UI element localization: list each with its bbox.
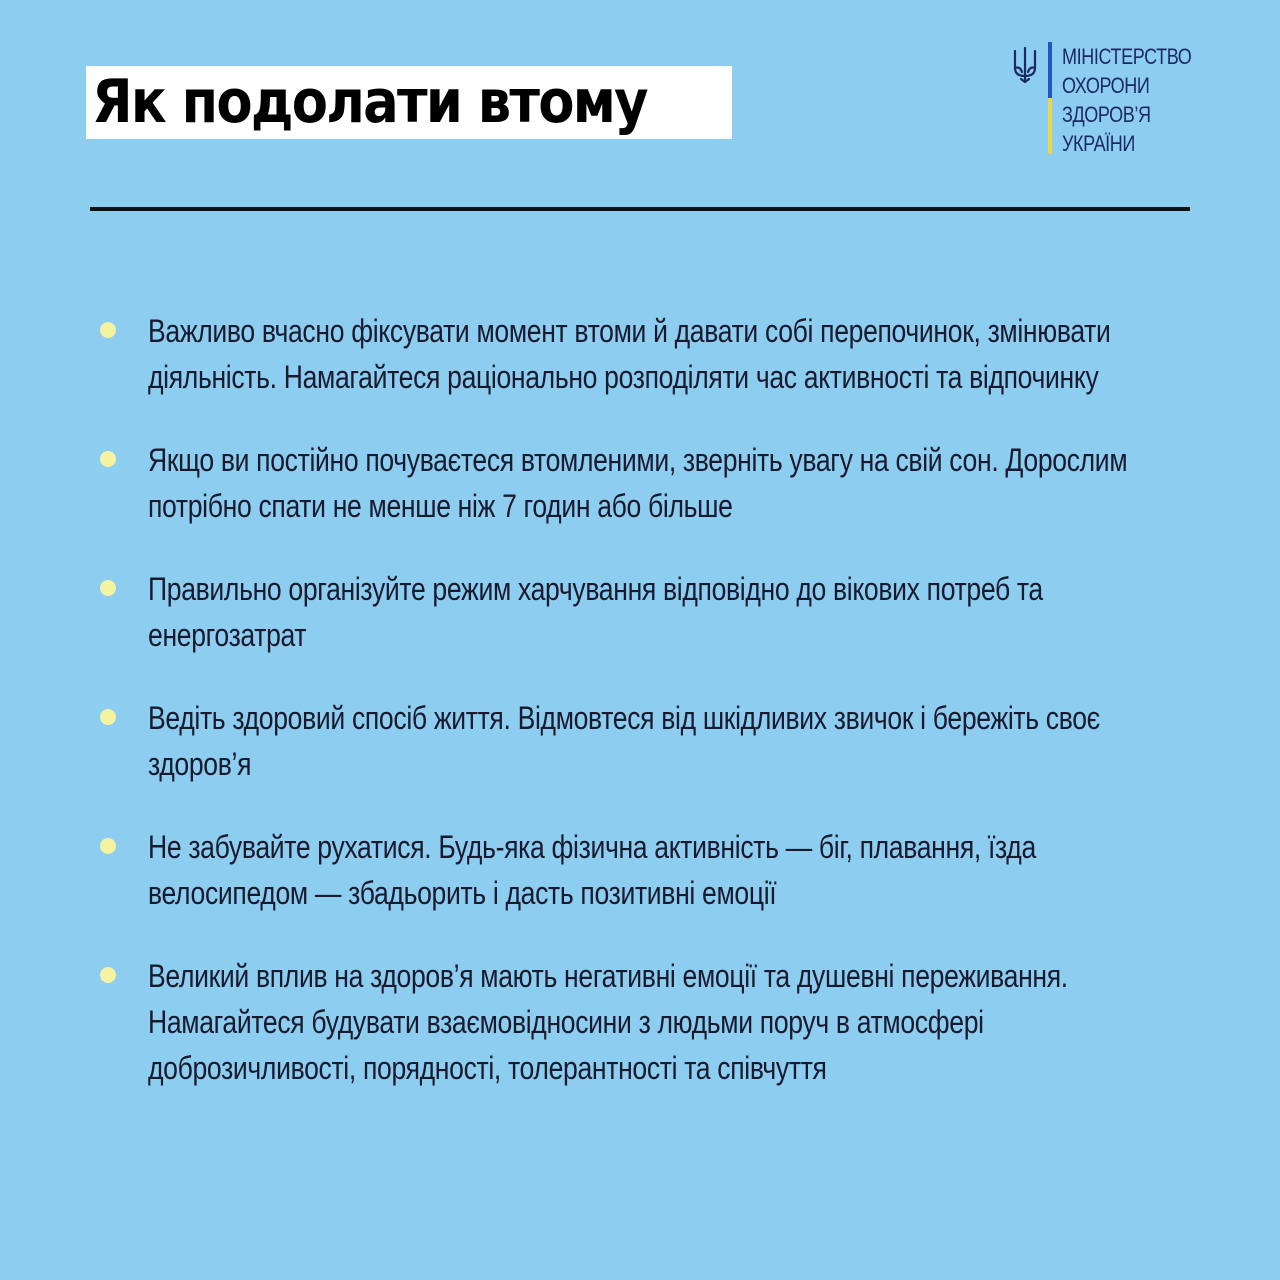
page-title: Як подолати втому bbox=[92, 67, 647, 137]
tip-text: Великий вплив на здоров’я мають негативні емоції та душевні переживання. Намагайтеся будувати взаємовідносини з людьми поруч в атмосфері доброзичливості, порядності, толерантності та співчуття bbox=[148, 958, 1068, 1086]
ministry-name bbox=[1062, 42, 1191, 158]
bullet-icon bbox=[100, 451, 116, 467]
bullet-icon bbox=[100, 967, 116, 983]
ministry-name-line: ЗДОРОВ’Я bbox=[1062, 102, 1151, 127]
ministry-name-line: ОХОРОНИ bbox=[1062, 73, 1150, 98]
logo-flag-bar bbox=[1048, 42, 1052, 154]
trident-icon bbox=[1012, 46, 1038, 84]
ministry-name-line: УКРАЇНИ bbox=[1062, 131, 1135, 156]
tip-text: Не забувайте рухатися. Будь-яка фізична активність — біг, плавання, їзда велосипедом — збадьорить і дасть позитивні емоції bbox=[148, 829, 1036, 911]
list-item bbox=[100, 824, 1220, 916]
list-item bbox=[100, 953, 1220, 1091]
bullet-icon bbox=[100, 322, 116, 338]
tip-text: Правильно організуйте режим харчування відповідно до вікових потреб та енергозатрат bbox=[148, 571, 1043, 653]
tip-text: Ведіть здоровий спосіб життя. Відмовтеся від шкідливих звичок і бережіть своє здоров’я bbox=[148, 700, 1100, 782]
ministry-name-line: МІНІСТЕРСТВО bbox=[1062, 44, 1192, 69]
tip-text: Якщо ви постійно почуваєтеся втомленими, зверніть увагу на свій сон. Дорослим потрібно спати не менше ніж 7 годин або більше bbox=[148, 442, 1128, 524]
list-item bbox=[100, 566, 1220, 658]
bullet-icon bbox=[100, 838, 116, 854]
bullet-icon bbox=[100, 580, 116, 596]
list-item bbox=[100, 695, 1220, 787]
tip-text: Важливо вчасно фіксувати момент втоми й давати собі перепочинок, змінювати діяльність. Намагайтеся раціонально розподіляти час активності та відпочинку bbox=[148, 313, 1111, 395]
list-item bbox=[100, 308, 1220, 400]
list-item bbox=[100, 437, 1220, 529]
page-title-box bbox=[86, 66, 732, 139]
bullet-icon bbox=[100, 709, 116, 725]
title-divider bbox=[90, 207, 1190, 211]
tips-list bbox=[100, 308, 1220, 1091]
ministry-logo bbox=[1012, 42, 1202, 158]
